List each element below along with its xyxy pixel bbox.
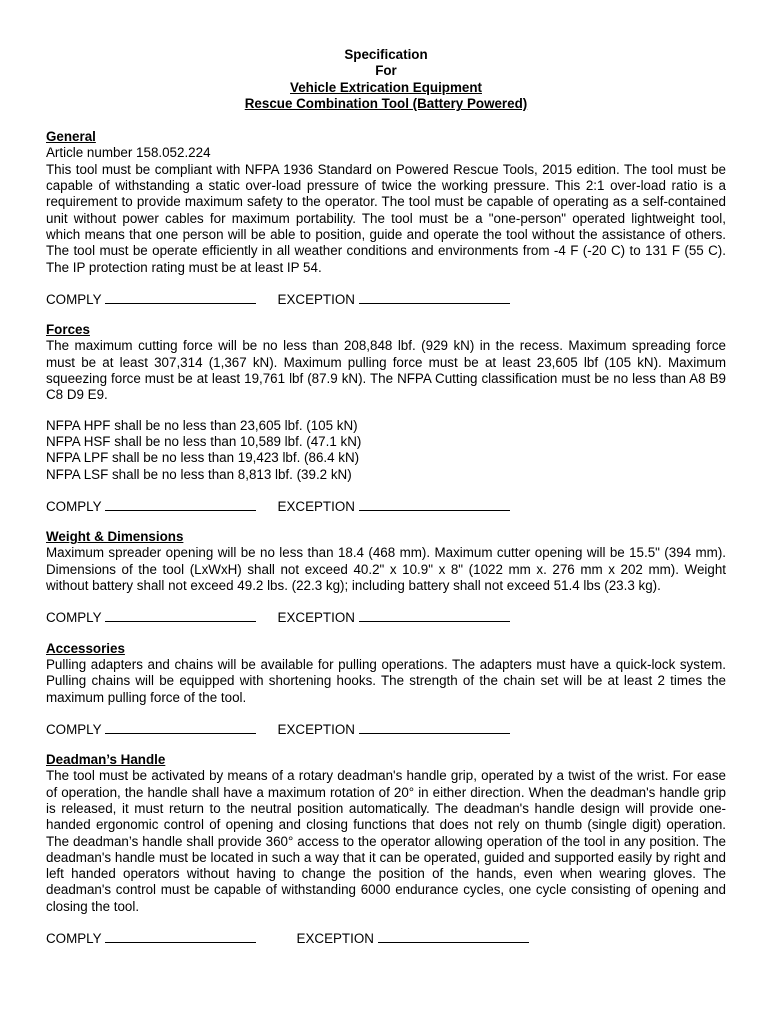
article-number: Article number 158.052.224 (46, 145, 211, 161)
title-line-tool: Rescue Combination Tool (Battery Powered) (244, 95, 528, 111)
section-body: The tool must be activated by means of a rotary deadman's handle grip, operated by a twist of the wrist. For ease of operation, the handle shall have a maximum rotation of 20° in either direction. When the deadman's handle grip is released, it must return to the neutral position automatically. The deadman's handle design will provide one-handed ergonomic control of opening and closing functions that does not rely on thumb (single digit) operation. The deadman’s handle shall provide 360° access to the operator allowing operation of the tool in any position. The deadman's handle must be located in such a way that it can be operated, guided and supported easily by right and left handed operators without having to change the position of the hands, even when wearing gloves. The deadman's control must be capable of withstanding 6000 endurance cycles, one cycle consisting of opening and closing the tool. (46, 768, 726, 914)
comply-field[interactable] (105, 930, 256, 943)
exception-field[interactable] (359, 721, 510, 734)
title-line-for: For (375, 63, 397, 79)
section-heading: Deadman’s Handle (46, 752, 166, 768)
nfpa-list (46, 418, 726, 483)
section-heading: Accessories (46, 640, 125, 656)
exception-field[interactable] (378, 930, 529, 943)
exception-label: EXCEPTION (277, 291, 355, 307)
document-page (46, 47, 726, 947)
section-body: This tool must be compliant with NFPA 1936 Standard on Powered Rescue Tools, 2015 edition. The tool must be capable of withstanding a static over-load pressure of twice the working pressure. This 2:1 over-load ratio is a requirement to provide maximum safety to the operator. The tool must be capable of operating as a self-contained unit without power cables for maximum portability. The tool must be a "one-person" operated lightweight tool, which means that one person will be able to position, guide and operate the tool without the assistance of others. The tool must be operate efficiently in all weather conditions and environments from -4 F (-20 C) to 131 F (55 C). The IP protection rating must be at least IP 54. (46, 161, 726, 275)
exception-field[interactable] (359, 291, 510, 304)
comply-label: COMPLY (46, 931, 102, 947)
comply-label: COMPLY (46, 721, 102, 737)
nfpa-item: NFPA LPF shall be no less than 19,423 lbf. (86.4 kN) (46, 450, 360, 466)
section-body: Pulling adapters and chains will be available for pulling operations. The adapters must have a quick-lock system. Pulling chains will be equipped with shortening hooks. The strength of the chain set will be at least 2 times the maximum pulling force of the tool. (46, 656, 726, 705)
section-heading: General (46, 129, 96, 145)
comply-label: COMPLY (46, 291, 102, 307)
comply-field[interactable] (105, 609, 256, 622)
section-heading: Weight & Dimensions (46, 529, 184, 545)
nfpa-item: NFPA HPF shall be no less than 23,605 lbf. (105 kN) (46, 417, 358, 433)
section-body: The maximum cutting force will be no less than 208,848 lbf. (929 kN) in the recess. Maximum spreading force must be at least 307,314 (1,367 kN). Maximum pulling force must be at least 23,605 lbf (105 kN). Maximum squeezing force must be at least 19,761 lbf (87.9 kN). The NFPA Cutting classification must be no less than A8 B9 C8 D9 E9. (46, 338, 726, 403)
exception-label: EXCEPTION (277, 721, 355, 737)
title-line-specification: Specification (344, 47, 428, 62)
exception-field[interactable] (359, 498, 510, 511)
document-title (46, 47, 726, 112)
section-forces (46, 322, 726, 515)
nfpa-item: NFPA LSF shall be no less than 8,813 lbf. (39.2 kN) (46, 466, 352, 482)
comply-label: COMPLY (46, 610, 102, 626)
exception-field[interactable] (359, 609, 510, 622)
exception-label: EXCEPTION (277, 498, 355, 514)
comply-label: COMPLY (46, 498, 102, 514)
comply-exception-row (46, 498, 726, 515)
comply-exception-row (46, 930, 726, 947)
nfpa-item: NFPA HSF shall be no less than 10,589 lbf. (47.1 kN) (46, 433, 362, 449)
comply-field[interactable] (105, 498, 256, 511)
comply-exception-row (46, 291, 726, 308)
comply-exception-row (46, 609, 726, 626)
comply-field[interactable] (105, 721, 256, 734)
exception-label: EXCEPTION (296, 931, 374, 947)
exception-label: EXCEPTION (277, 610, 355, 626)
section-accessories (46, 641, 726, 738)
title-line-equipment: Vehicle Extrication Equipment (290, 79, 482, 95)
section-deadman-handle (46, 752, 726, 947)
section-heading: Forces (46, 322, 90, 338)
comply-field[interactable] (105, 291, 256, 304)
section-body: Maximum spreader opening will be no less than 18.4 (468 mm). Maximum cutter opening will be 15.5" (394 mm). Dimensions of the tool (LxWxH) shall not exceed 40.2" x 10.9" x 8" (1022 mm x. 276 mm x 202 mm). Weight without battery shall not exceed 49.2 lbs. (22.3 kg); including battery shall not exceed 51.4 lbs (23.3 kg). (46, 545, 726, 594)
section-weight-dimensions (46, 529, 726, 626)
comply-exception-row (46, 721, 726, 738)
section-general (46, 129, 726, 308)
